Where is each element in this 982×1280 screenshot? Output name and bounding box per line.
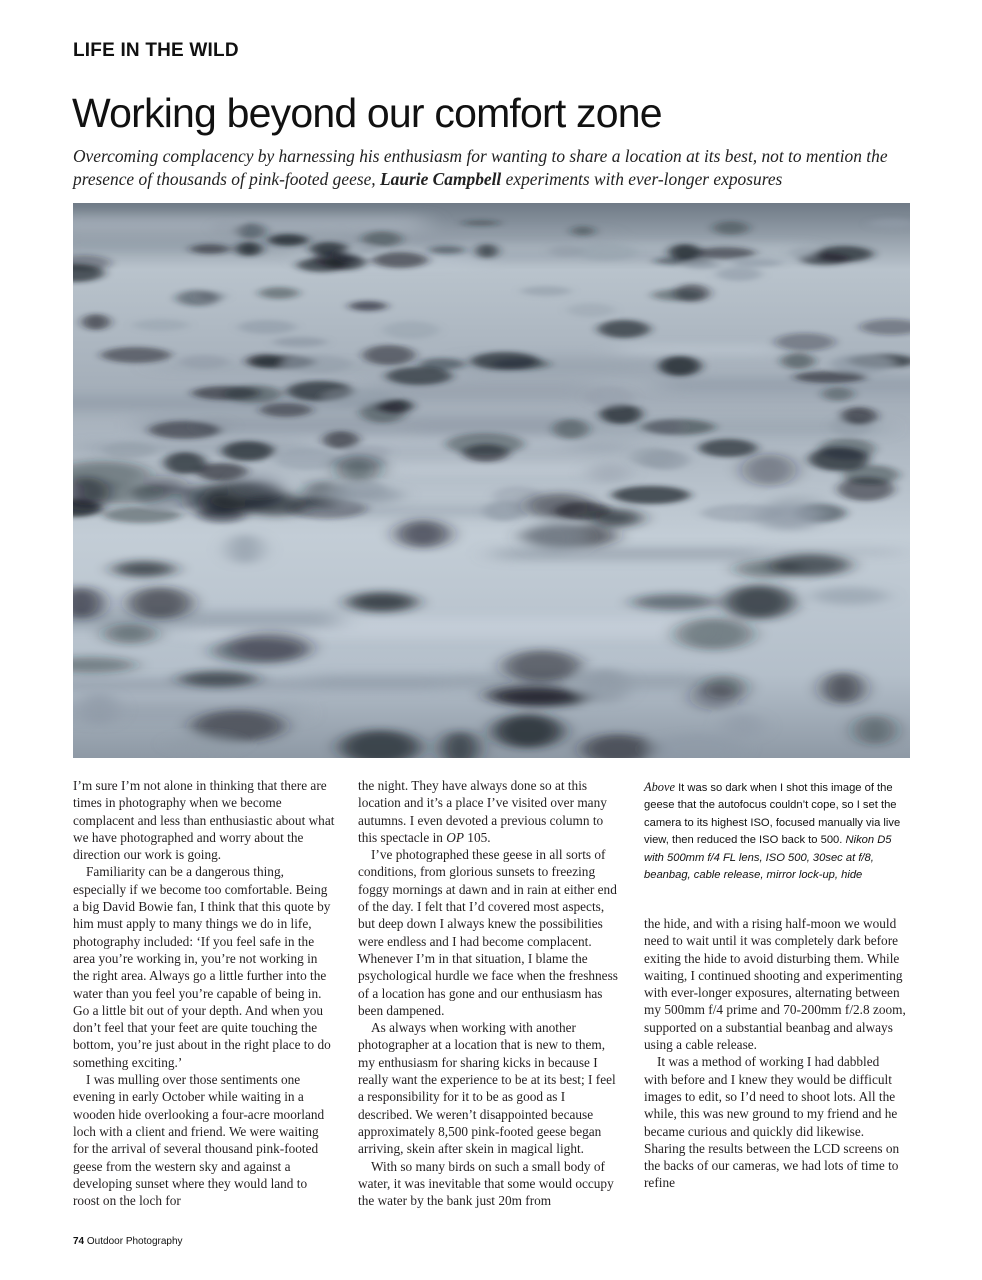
goose-silhouette xyxy=(526,493,594,519)
goose-silhouette xyxy=(236,223,266,239)
body-paragraph: the hide, and with a rising half-moon we would need to wait until it was completely dark before exiting the hide to avoid disturbing them. While waiting, I continued shooting and experimenting with ever-longer exposures, alternating between my 500mm f/4 prime and 70-200mm f/2.8 zoom, supported on a substantial beanbag and always using a cable release. xyxy=(644,916,906,1053)
goose-silhouette xyxy=(781,353,815,369)
goose-silhouette xyxy=(297,258,347,272)
goose-silhouette xyxy=(485,685,575,705)
goose-silhouette xyxy=(695,247,755,259)
goose-silhouette xyxy=(176,290,220,306)
goose-silhouette xyxy=(336,456,380,482)
goose-silhouette xyxy=(102,442,156,458)
goose-silhouette xyxy=(446,433,524,455)
goose-silhouette xyxy=(236,242,262,256)
geese-photo xyxy=(73,203,910,758)
goose-silhouette xyxy=(641,419,715,435)
goose-silhouette xyxy=(630,447,676,467)
goose-silhouette xyxy=(142,476,188,494)
goose-silhouette xyxy=(190,244,230,254)
goose-silhouette xyxy=(684,261,720,269)
goose-silhouette xyxy=(429,246,465,254)
goose-silhouette xyxy=(742,454,796,486)
body-paragraph: I’m sure I’m not alone in thinking that there are times in photography when we become complacent and less than enthusiastic about what we have photographed and worry about the direction our work is going. xyxy=(73,778,335,863)
goose-silhouette xyxy=(268,234,308,246)
goose-silhouette xyxy=(356,246,380,254)
goose-silhouette xyxy=(179,671,257,687)
goose-silhouette xyxy=(363,345,415,365)
goose-silhouette xyxy=(675,618,753,650)
goose-silhouette xyxy=(349,301,387,311)
goose-silhouette xyxy=(735,560,801,578)
body-text: 105. xyxy=(463,829,491,845)
goose-silhouette xyxy=(841,407,877,425)
caption-camera-specs: Nikon D5 with 500mm f/4 FL lens, ISO 500, 30sec at f/8, beanbag, cable release, mirror lock-up, hide xyxy=(644,834,892,882)
caption-lead: Above xyxy=(644,780,675,794)
goose-silhouette xyxy=(575,243,637,261)
goose-silhouette xyxy=(169,734,239,754)
goose-silhouette xyxy=(521,286,571,296)
caption-text: It was so dark when I shot this image of the geese that the autofocus couldn’t cope, so I set the camera to its highest ISO, focused manually via live view, then reduced the ISO back to 500. xyxy=(644,782,901,847)
water-streak xyxy=(73,611,339,629)
goose-silhouette xyxy=(822,387,854,401)
geese-photo-image xyxy=(73,203,910,758)
body-text: the night. They have always done so at this location and it’s a place I’ve visited over many autumns. I even devoted a previous column to this spectacle in xyxy=(358,778,607,845)
goose-silhouette xyxy=(789,247,819,259)
goose-silhouette xyxy=(282,355,352,373)
page-number: 74 xyxy=(73,1236,85,1247)
goose-silhouette xyxy=(632,594,716,610)
body-paragraph xyxy=(358,777,620,846)
goose-silhouette xyxy=(775,333,835,351)
goose-silhouette xyxy=(724,585,794,619)
goose-silhouette xyxy=(104,624,156,644)
goose-silhouette xyxy=(462,220,500,226)
goose-silhouette xyxy=(133,319,189,331)
body-paragraph: As always when working with another photographer at a location that is new to them, my enthusiasm for sharing kicks in because I really want the experience to be at its best; I feel a responsibility for it to be as good as I described. We weren’t disappointed because approximately 8,500 pink-footed geese began arriving, skein after skein in magical light. xyxy=(358,1020,616,1157)
goose-silhouette xyxy=(590,509,642,527)
goose-silhouette xyxy=(273,337,327,347)
goose-silhouette xyxy=(567,303,615,317)
goose-silhouette xyxy=(80,692,118,726)
article-headline: Working beyond our comfort zone xyxy=(72,90,662,136)
goose-silhouette xyxy=(843,465,899,485)
standfirst-text-after: experiments with ever-longer exposures xyxy=(501,169,783,189)
body-paragraph: It was a method of working I had dabbled with before and I knew they would be difficult images to edit, so I’d need to shoot lots. All the while, this was new ground to my friend and he became curious and quickly did likewise. Sharing the results between the LCD screens on the backs of our cameras, we had lots of time to refine xyxy=(644,1054,900,1191)
goose-silhouette xyxy=(113,561,175,577)
goose-silhouette xyxy=(347,592,417,612)
goose-silhouette xyxy=(585,386,635,408)
goose-silhouette xyxy=(492,358,550,370)
body-column-3 xyxy=(644,915,906,1192)
goose-silhouette xyxy=(652,289,704,301)
goose-silhouette xyxy=(659,356,701,376)
body-column-2 xyxy=(358,777,620,1209)
goose-silhouette xyxy=(553,419,589,439)
water-streak xyxy=(455,673,702,692)
goose-silhouette xyxy=(812,587,888,605)
goose-silhouette xyxy=(101,347,171,363)
goose-silhouette xyxy=(211,220,241,236)
goose-silhouette xyxy=(571,226,595,236)
goose-silhouette xyxy=(212,638,308,664)
standfirst-text-before: Overcoming complacency by harnessing his enthusiasm for wanting to share a location at its best, not to mention the presence of thousands of pink-footed geese, xyxy=(73,146,888,189)
goose-silhouette xyxy=(323,388,393,406)
goose-silhouette xyxy=(713,221,749,235)
goose-silhouette xyxy=(831,354,893,374)
goose-silhouette xyxy=(702,675,746,699)
body-paragraph: I’ve photographed these geese in all sorts of conditions, from glorious sunsets to freezing foggy mornings at dawn and in rain at either end of the day. I felt that I’d covered most aspects, but deep down I always knew the possibilities were endless and I had become complacent. Whenever I’m in that situation, I blame the psychological hurdle we face when the freshness of a location has gone and our enthusiasm has been dampened. xyxy=(358,847,618,1018)
goose-silhouette xyxy=(598,320,650,338)
magazine-reference: OP xyxy=(446,829,464,845)
goose-silhouette xyxy=(587,463,629,483)
goose-silhouette xyxy=(128,587,192,619)
goose-silhouette xyxy=(260,403,312,417)
goose-silhouette xyxy=(149,421,221,439)
goose-silhouette xyxy=(164,452,206,474)
goose-silhouette xyxy=(822,672,864,704)
photo-caption xyxy=(644,779,912,884)
goose-silhouette xyxy=(222,441,274,461)
body-paragraph: Familiarity can be a dangerous thing, especially if we become too comfortable. Being a big David Bowie fan, I think that this quote by him must apply to many things we do in life, photography included: ‘If you feel safe in the area you’re working in, you’re not working in the right area. Always go a little further into the water than you feel you’re capable of being in. Go a little bit out of your depth. And when you don’t feel that your feet are quite touching the bottom, you’re just about in the right place to do something exciting.’ xyxy=(73,864,331,1070)
goose-silhouette xyxy=(198,495,246,517)
goose-silhouette xyxy=(383,321,439,339)
goose-silhouette xyxy=(503,650,581,682)
goose-silhouette xyxy=(259,287,299,299)
goose-silhouette xyxy=(612,486,690,504)
water-streak xyxy=(385,466,609,473)
publication-name: Outdoor Photography xyxy=(86,1236,183,1247)
body-column-1 xyxy=(73,777,335,1209)
section-label: LIFE IN THE WILD xyxy=(73,40,239,61)
goose-silhouette xyxy=(274,448,340,470)
goose-silhouette xyxy=(766,495,828,519)
goose-silhouette xyxy=(476,244,498,258)
goose-silhouette xyxy=(227,534,263,564)
standfirst-author: Laurie Campbell xyxy=(380,169,502,189)
water-streak xyxy=(662,378,910,392)
page-folio xyxy=(73,1236,183,1247)
goose-silhouette xyxy=(815,246,873,262)
goose-silhouette xyxy=(723,713,763,739)
goose-silhouette xyxy=(82,314,110,330)
goose-silhouette xyxy=(386,367,452,385)
goose-silhouette xyxy=(526,521,582,555)
goose-silhouette xyxy=(238,320,296,334)
goose-silhouette xyxy=(192,386,260,400)
goose-silhouette xyxy=(372,252,428,268)
goose-silhouette xyxy=(854,715,896,745)
goose-silhouette xyxy=(716,267,762,281)
goose-silhouette xyxy=(325,486,403,504)
body-paragraph: With so many birds on such a small body of water, it was inevitable that some would occupy the water by the bank just 20m from xyxy=(358,1158,614,1209)
body-paragraph: I was mulling over those sentiments one evening in early October while waiting in a wooden hide overlooking a four-acre moorland loch with a client and friend. We were waiting for the arrival of several thousand pink-footed geese from the western sky and against a developing sunset where they would land to roost on the loch for xyxy=(73,1072,325,1209)
goose-silhouette xyxy=(819,438,875,460)
water-streak xyxy=(620,346,780,354)
article-standfirst xyxy=(73,145,923,191)
goose-silhouette xyxy=(103,507,181,523)
goose-silhouette xyxy=(396,520,450,548)
goose-silhouette xyxy=(794,371,866,383)
goose-silhouette xyxy=(362,231,402,247)
goose-silhouette xyxy=(493,714,563,748)
goose-silhouette xyxy=(246,354,284,368)
goose-silhouette xyxy=(179,355,229,369)
goose-silhouette xyxy=(732,259,782,267)
goose-silhouette xyxy=(699,439,757,457)
